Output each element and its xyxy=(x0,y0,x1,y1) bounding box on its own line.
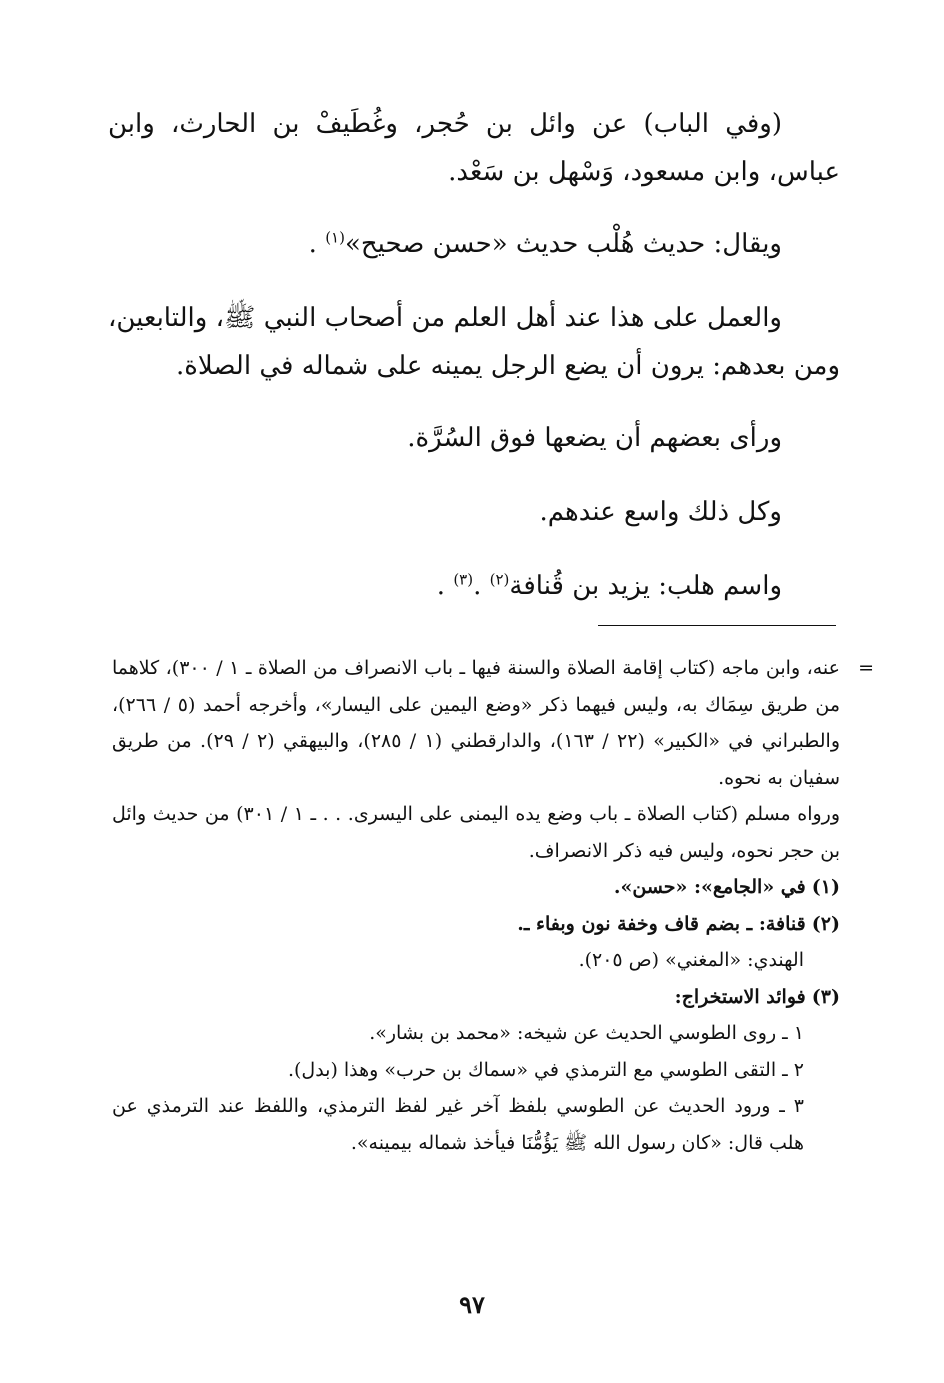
footnote-2 xyxy=(112,906,840,943)
continuation-marker: = xyxy=(858,657,874,679)
footnote-3-item-2: ٢ ـ التقى الطوسي مع الترمذي في «سماك بن حرب» وهذا (بدل). xyxy=(287,1058,804,1081)
paragraph-all-permissible: وكل ذلك واسع عندهم. xyxy=(539,497,782,527)
paragraph-scholars-practice: والعمل على هذا عند أهل العلم من أصحاب النبي ﷺ، والتابعين، ومن بعدهم: يرون أن يضع الرجل يمينه على شماله في الصلاة. xyxy=(108,303,840,381)
footnote-number: (١) xyxy=(811,876,840,898)
footnote-ref-3: (٣) xyxy=(453,570,474,589)
paragraph-hadith-grade xyxy=(108,220,840,268)
footnote-text: قنافة: ـ بضم قاف وخفة نون وبفاء ـ. xyxy=(517,912,806,935)
page-number: ٩٧ xyxy=(459,1290,485,1319)
footnote-number: (٣) xyxy=(811,985,840,1008)
footnote-continuation-text: عنه، وابن ماجه (كتاب إقامة الصلاة والسنة فيها ـ باب الانصراف من الصلاة ـ ١ / ٣٠٠)، كلاهما من طريق سِمَاك به، وليس فيهما ذكر «وضع اليمين على اليسار»، وأخرجه أحمد (٥ / ٢٦٦)، والطبراني في «الكبير» (٢٢ / ١٦٣)، والدارقطني (١ / ٢٨٥)، والبيهقي (٢ / ٢٩). من طريق سفيان به نحوه. xyxy=(112,657,841,789)
punctuation: . xyxy=(473,571,490,601)
paragraph-in-the-chapter: (وفي الباب) عن وائل بن حُجر، وغُطَيفْ بن الحارث، وابن عباس، وابن مسعود، وَسْهل بن سَعْد. xyxy=(108,109,840,187)
footnote-3 xyxy=(112,979,840,1016)
paragraph-some-opinion: ورأى بعضهم أن يضعها فوق السُرَّة. xyxy=(407,423,782,453)
footnotes xyxy=(112,650,874,1161)
punctuation: . xyxy=(308,229,326,259)
narrator-name-text: واسم هلب: يزيد بن قُنافة xyxy=(509,571,782,601)
footnote-continuation xyxy=(112,650,874,796)
main-text xyxy=(108,100,840,610)
hadith-grade-text: ويقال: حديث هُلْب حديث «حسن صحيح» xyxy=(344,229,782,259)
punctuation: . xyxy=(436,571,454,601)
footnote-separator xyxy=(598,625,836,626)
footnote-text: في «الجامع»: «حسن». xyxy=(613,876,806,898)
paragraph-narrator-name xyxy=(108,562,840,610)
footnote-muslim-narration: ورواه مسلم (كتاب الصلاة ـ باب وضع يده اليمنى على اليسرى. . . ـ ١ / ٣٠١) من حديث وائل بن حجر نحوه، وليس فيه ذكر الانصراف. xyxy=(112,803,841,862)
footnote-heading: فوائد الاستخراج: xyxy=(674,985,806,1008)
footnote-3-item-1: ١ ـ روى الطوسي الحديث عن شيخه: «محمد بن بشار». xyxy=(369,1022,804,1044)
footnote-1 xyxy=(112,869,840,906)
footnote-number: (٢) xyxy=(811,912,840,935)
footnote-ref-1: (١) xyxy=(325,228,345,247)
footnote-ref-2: (٢) xyxy=(489,570,510,589)
footnote-2-source: الهندي: «المغني» (ص ٢٠٥). xyxy=(578,949,804,971)
footnote-3-item-3: ٣ ـ ورود الحديث عن الطوسي بلفظ آخر غير لفظ الترمذي، واللفظ عند الترمذي عن هلب قال: «كان رسول الله ﷺ يَؤُمُّنَا فيأخذ شماله بيمينه». xyxy=(112,1095,804,1154)
